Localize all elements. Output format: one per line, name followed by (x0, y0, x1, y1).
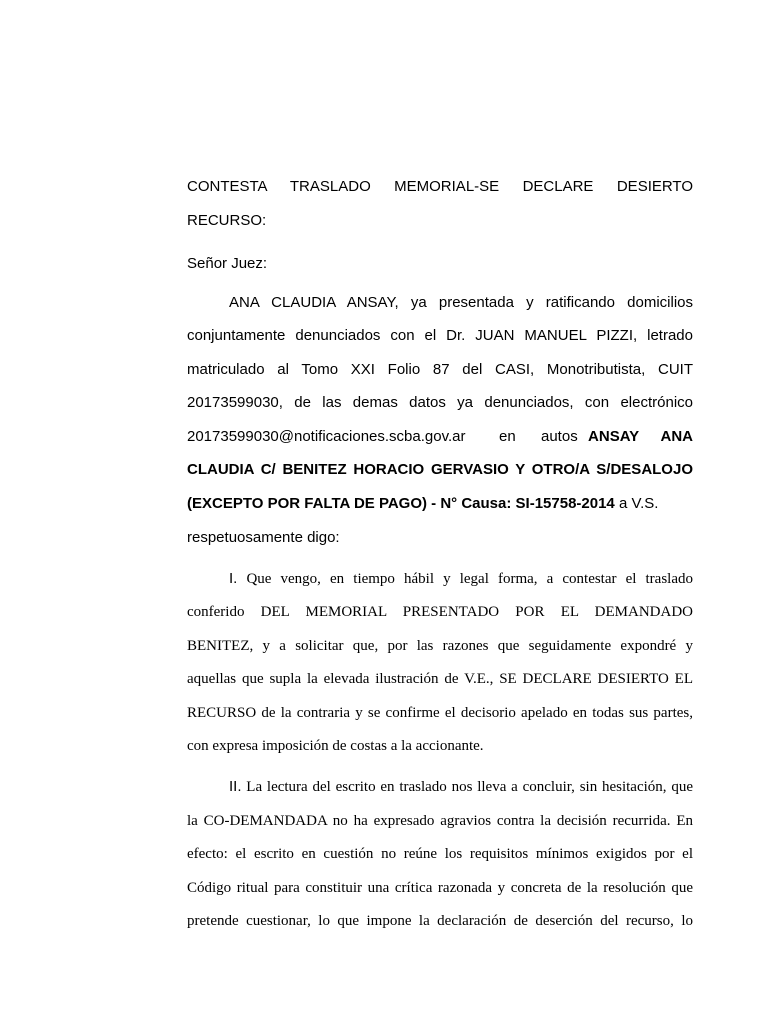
section-2-line: pretende cuestionar, lo que impone la declaración de deserción del recurso, lo (187, 913, 693, 929)
section-1-line: aquellas que supla la elevada ilustración de V.E., SE DECLARE DESIERTO EL (187, 671, 693, 687)
section-1-line: RECURSO de la contraria y se confirme el decisorio apelado en todas sus partes, (187, 705, 693, 721)
section-1-line: con expresa imposición de costas a la accionante. (187, 738, 484, 754)
section-text: Que vengo, en tiempo hábil y legal forma, a contestar el traslado (237, 571, 693, 587)
intro-line: matriculado al Tomo XXI Folio 87 del CASI, Monotributista, CUIT (187, 361, 693, 378)
intro-line: conjuntamente denunciados con el Dr. JUAN MANUEL PIZZI, letrado (187, 327, 693, 344)
intro-line (187, 494, 693, 514)
section-2-line: Código ritual para constituir una crítica razonada y concreta de la resolución que (187, 880, 693, 896)
intro-line: 20173599030, de las demas datos ya denunciados, con electrónico (187, 394, 693, 411)
section-numeral: I. (229, 570, 238, 587)
section-1-line (229, 569, 693, 589)
intro-line (187, 460, 693, 480)
intro-line: ANA CLAUDIA ANSAY, ya presentada y ratificando domicilios (229, 294, 693, 311)
case-caption-bold: (EXCEPTO POR FALTA DE PAGO) - N° Causa: SI-15758-2014 (187, 495, 615, 512)
intro-word-en: en (499, 428, 516, 445)
intro-line: respetuosamente digo: (187, 529, 340, 546)
section-2-line (229, 777, 693, 797)
section-numeral: II. (229, 778, 242, 795)
section-2-line: efecto: el escrito en cuestión no reúne los requisitos mínimos exigidos por el (187, 846, 693, 862)
intro-text: a V.S. (614, 495, 659, 512)
salutation: Señor Juez: (187, 255, 268, 272)
document-title-line-2: RECURSO: (187, 212, 267, 229)
section-1-line: conferido DEL MEMORIAL PRESENTADO POR EL DEMANDADO (187, 604, 693, 620)
document-title-line-1: CONTESTA TRASLADO MEMORIAL-SE DECLARE DESIERTO (187, 178, 693, 195)
case-caption-bold: CLAUDIA C/ BENITEZ HORACIO GERVASIO Y OTRO/A S/DESALOJO (187, 461, 693, 478)
email-address: 20173599030@notificaciones.scba.gov.ar (187, 428, 466, 445)
section-text: La lectura del escrito en traslado nos lleva a concluir, sin hesitación, que (241, 779, 693, 795)
section-2-line: la CO-DEMANDADA no ha expresado agravios contra la decisión recurrida. En (187, 813, 693, 829)
intro-word-autos: autos (541, 428, 578, 445)
case-caption-bold: ANSAY ANA (588, 428, 693, 445)
section-1-line: BENITEZ, y a solicitar que, por las razones que seguidamente expondré y (187, 638, 693, 654)
